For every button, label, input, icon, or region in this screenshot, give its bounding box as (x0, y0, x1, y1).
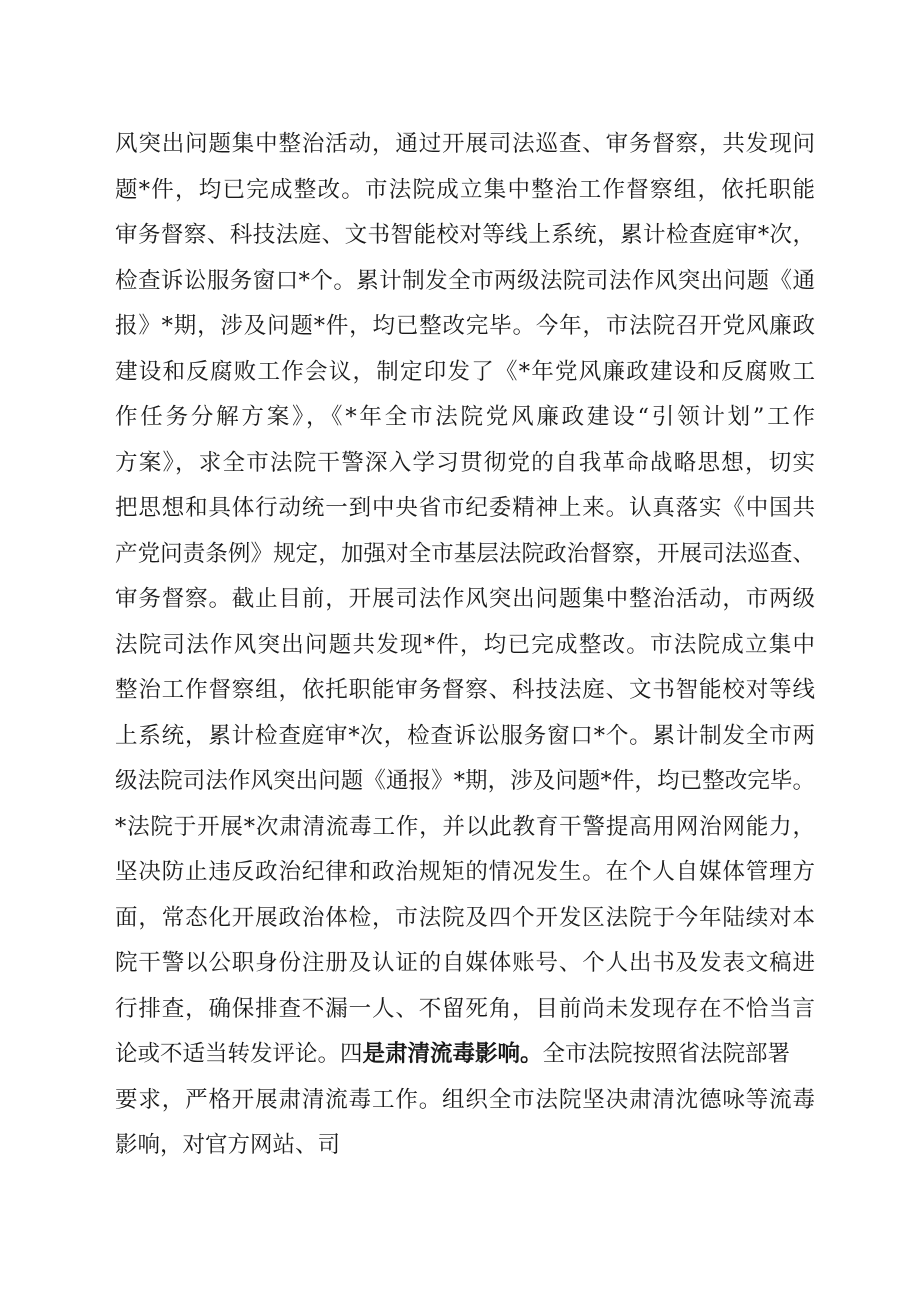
text-line: 检查诉讼服务窗口*个。累计制发全市两级法院司法作风突出问题《通 (115, 267, 815, 294)
text-line: 报》*期，涉及问题*件，均已整改完毕。今年，市法院召开党风廉政 (115, 313, 815, 339)
text-line: 审务督察、科技法庭、文书智能校对等线上系统，累计检查庭审*次， (115, 222, 815, 248)
text-line-last: 影响，对官方网站、司 (115, 1132, 341, 1158)
text-line: 把思想和具体行动统一到中央省市纪委精神上来。认真落实《中国共 (115, 495, 815, 521)
bold-heading-phrase: 是肃清流毒影响。 (362, 1041, 543, 1067)
text-line: 面，常态化开展政治体检，市法院及四个开发区法院于今年陆续对本 (115, 904, 815, 931)
text-line: 整治工作督察组，依托职能审务督察、科技法庭、文书智能校对等线 (115, 677, 815, 703)
text-line: 建设和反腐败工作会议，制定印发了《*年党风廉政建设和反腐败工 (115, 358, 815, 385)
line-segment: 全市法院按照省法院部署 (542, 1041, 791, 1067)
text-line-with-bold (115, 1032, 815, 1078)
text-line: 院干警以公职身份注册及认证的自媒体账号、个人出书及发表文稿进 (115, 950, 815, 976)
text-line: 坚决防止违反政治纪律和政治规矩的情况发生。在个人自媒体管理方 (115, 859, 815, 885)
text-line: 上系统，累计检查庭审*次，检查诉讼服务窗口*个。累计制发全市两 (115, 722, 815, 749)
body-paragraph (115, 122, 815, 1169)
text-line: 题*件，均已完成整改。市法院成立集中整治工作督察组，依托职能 (115, 176, 815, 203)
text-line: 风突出问题集中整治活动，通过开展司法巡查、审务督察，共发现问 (115, 131, 815, 157)
text-line: 审务督察。截止目前，开展司法作风突出问题集中整治活动，市两级 (115, 586, 815, 612)
text-line: *法院于开展*次肃清流毒工作，并以此教育干警提高用网治网能力， (115, 813, 815, 840)
line-segment: 论或不适当转发评论。四 (115, 1041, 363, 1067)
text-line: 要求，严格开展肃清流毒工作。组织全市法院坚决肃清沈德咏等流毒 (115, 1086, 815, 1113)
text-line: 行排查，确保排查不漏一人、不留死角，目前尚未发现存在不恰当言 (115, 995, 815, 1022)
text-line: 方案》，求全市法院干警深入学习贯彻党的自我革命战略思想，切实 (115, 449, 815, 476)
text-line: 作任务分解方案》，《*年全市法院党风廉政建设“引领计划”工作 (115, 404, 815, 430)
text-line: 级法院司法作风突出问题《通报》*期，涉及问题*件，均已整改完毕。 (115, 768, 815, 794)
text-line: 产党问责条例》规定，加强对全市基层法院政治督察，开展司法巡查、 (115, 540, 815, 567)
text-line: 法院司法作风突出问题共发现*件，均已完成整改。市法院成立集中 (115, 631, 815, 658)
